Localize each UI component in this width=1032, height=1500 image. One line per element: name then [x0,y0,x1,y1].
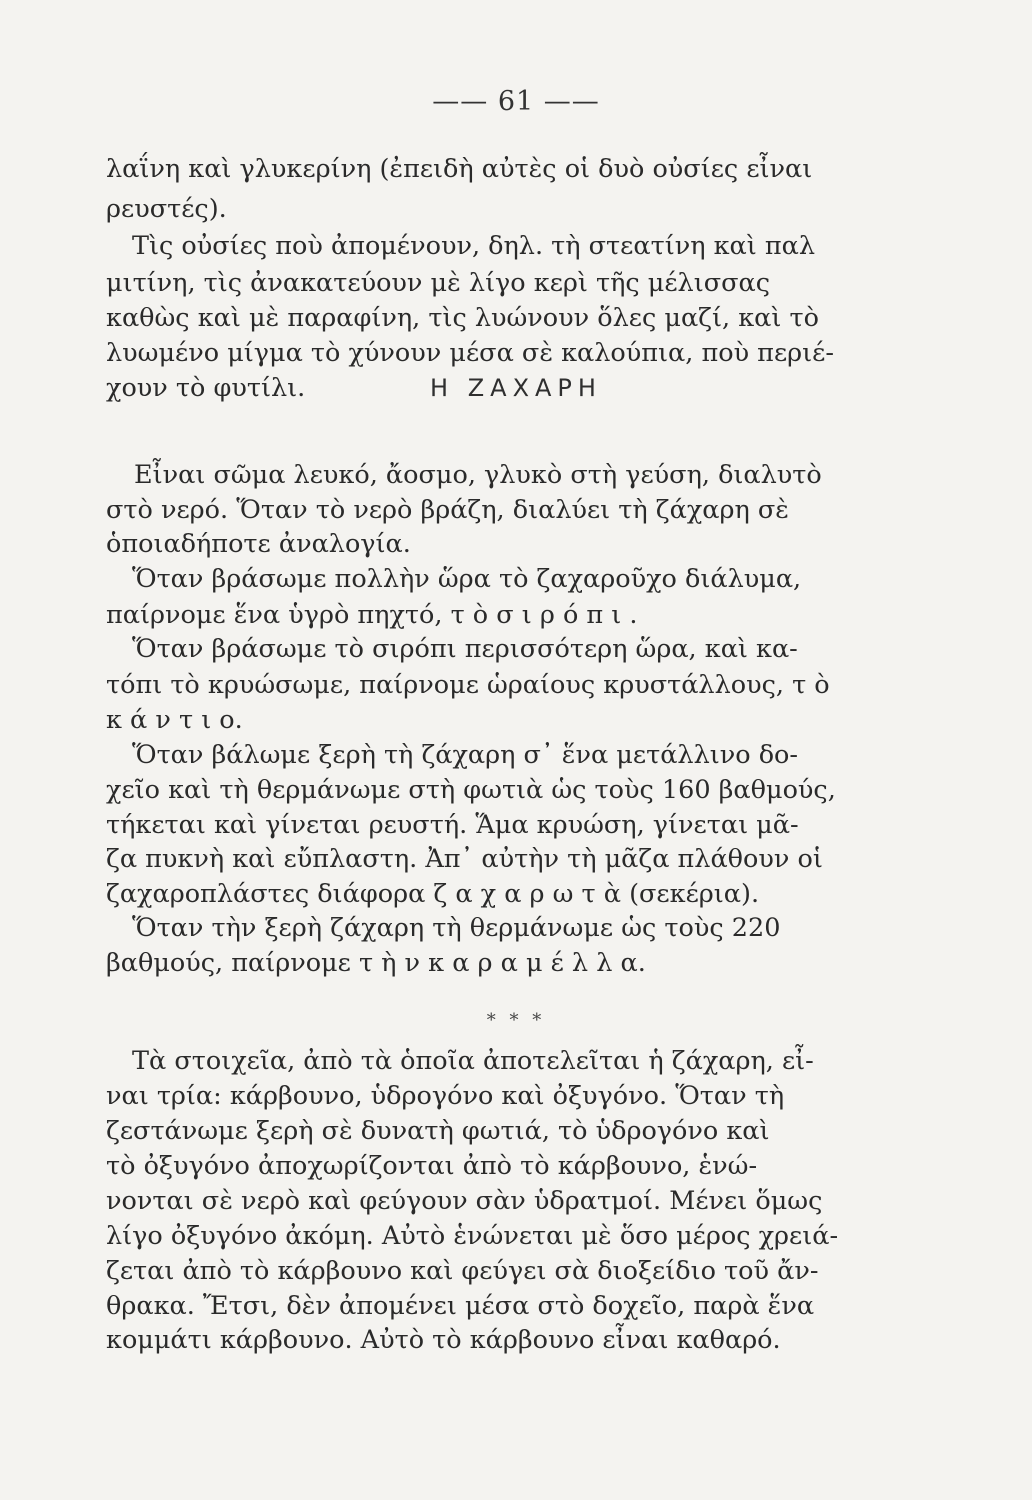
text-line: ὁποιαδήποτε ἀναλογία. [106,529,411,559]
text-line: Εἶναι σῶμα λευκό, ἄοσμο, γλυκὸ στὴ γεύση, διαλυτὸ [134,460,822,490]
text-line: ζαχαροπλάστες διάφορα ζ α χ α ρ ω τ ὰ (σεκέρια). [106,879,760,909]
section-separator: * * * [486,1010,546,1031]
text-line: ζα πυκνὴ καὶ εὔπλαστη. Ἀπ᾽ αὐτὴν τὴ μᾶζα πλάθουν οἱ [106,844,823,874]
text-line: λαΐνη καὶ γλυκερίνη (ἐπειδὴ αὐτὲς οἱ δυὸ οὐσίες εἶναι [106,154,813,184]
text-line: Ὅταν βάλωμε ξερὴ τὴ ζάχαρη σ᾽ ἕνα μετάλλινο δο- [132,740,799,770]
text-line: Ὅταν τὴν ξερὴ ζάχαρη τὴ θερμάνωμε ὡς τοὺς 220 [132,913,781,943]
text-line: χουν τὸ φυτίλι. [106,373,306,403]
text-line: ζεστάνωμε ξερὴ σὲ δυνατὴ φωτιά, τὸ ὑδρογόνο καὶ [106,1116,770,1146]
text-line: λίγο ὀξυγόνο ἀκόμη. Αὐτὸ ἑνώνεται μὲ ὅσο μέρος χρειά- [106,1221,839,1251]
text-line: λυωμένο μίγμα τὸ χύνουν μέσα σὲ καλούπια, ποὺ περιέ- [106,338,834,368]
text-line: νονται σὲ νερὸ καὶ φεύγουν σὰν ὑδρατμοί. Μένει ὅμως [106,1186,823,1216]
text-line: στὸ νερό. Ὅταν τὸ νερὸ βράζη, διαλύει τὴ ζάχαρη σὲ [106,495,789,525]
text-line: ζεται ἀπὸ τὸ κάρβουνο καὶ φεύγει σὰ διοξείδιο τοῦ ἄν- [106,1256,819,1286]
text-line: κομμάτι κάρβουνο. Αὐτὸ τὸ κάρβουνο εἶναι καθαρό. [106,1325,781,1355]
text-line: τόπι τὸ κρυώσωμε, παίρνομε ὡραίους κρυστάλλους, τ ὸ [106,670,830,700]
text-line: Ὅταν βράσωμε τὸ σιρόπι περισσότερη ὥρα, καὶ κα- [132,634,798,664]
text-line: Ὅταν βράσωμε πολλὴν ὥρα τὸ ζαχαροῦχο διάλυμα, [132,564,802,594]
text-line: τὸ ὀξυγόνο ἀποχωρίζονται ἀπὸ τὸ κάρβουνο, ἑνώ- [106,1151,758,1181]
text-line: κ ά ν τ ι ο. [106,705,243,735]
text-line: καθὼς καὶ μὲ παραφίνη, τὶς λυώνουν ὅλες μαζί, καὶ τὸ [106,303,819,333]
text-line: Τὰ στοιχεῖα, ἀπὸ τὰ ὁποῖα ἀποτελεῖται ἡ ζάχαρη, εἶ- [132,1046,814,1076]
text-line: Τὶς οὐσίες ποὺ ἀπομένουν, δηλ. τὴ στεατίνη καὶ παλ [132,231,815,261]
text-line: μιτίνη, τὶς ἀνακατεύουν μὲ λίγο κερὶ τῆς μέλισσας [106,268,771,298]
text-line: παίρνομε ἕνα ὑγρὸ πηχτό, τ ὸ σ ι ρ ό π ι . [106,600,638,630]
text-line: χεῖο καὶ τὴ θερμάνωμε στὴ φωτιὰ ὡς τοὺς 160 βαθμούς, [106,775,836,805]
text-line: βαθμούς, παίρνομε τ ὴ ν κ α ρ α μ έ λ λ α. [106,948,646,978]
text-line: θρακα. Ἔτσι, δὲν ἀπομένει μέσα στὸ δοχεῖο, παρὰ ἕνα [106,1291,815,1321]
text-line: τήκεται καὶ γίνεται ρευστή. Ἅμα κρυώση, γίνεται μᾶ- [106,810,799,840]
section-heading: Η ΖΑΧΑΡΗ [430,374,602,402]
text-line: ναι τρία: κάρβουνο, ὑδρογόνο καὶ ὀξυγόνο. Ὅταν τὴ [106,1081,785,1111]
text-line: ρευστές). [106,194,227,224]
page-number: —— 61 —— [432,86,600,117]
